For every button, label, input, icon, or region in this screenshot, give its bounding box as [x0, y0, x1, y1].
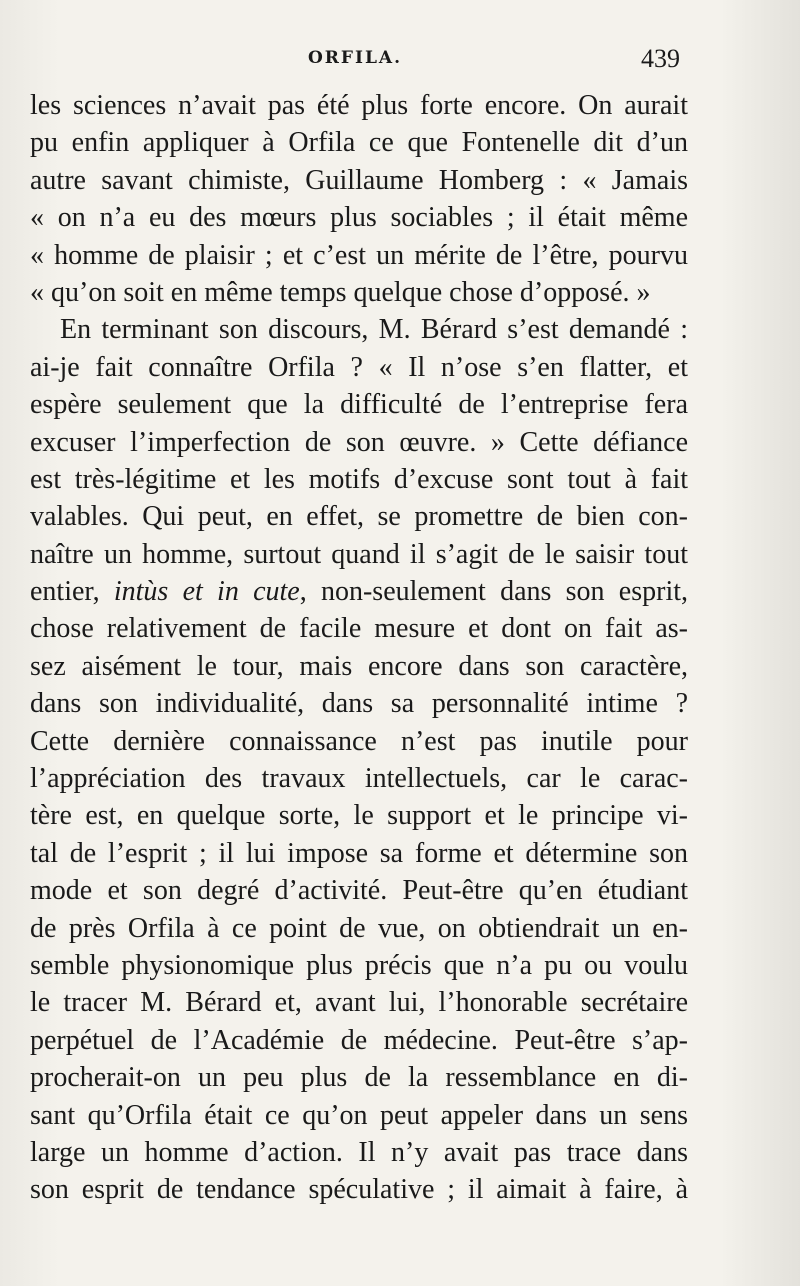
- text-line: « qu’on soit en même temps quelque chose d’opposé. »: [30, 276, 651, 308]
- text-line: mode et son degré d’activité. Peut-être qu’en étudiant: [30, 875, 688, 907]
- text-line: dans son individualité, dans sa personnalité intime ?: [30, 688, 688, 720]
- text-line: naître un homme, surtout quand il s’agit de le saisir tout: [30, 538, 688, 570]
- text-line: autre savant chimiste, Guillaume Homberg : « Jamais: [30, 164, 688, 196]
- text-line: « homme de plaisir ; et c’est un mérite de l’être, pourvu: [30, 239, 688, 271]
- text-line: pu enfin appliquer à Orfila ce que Fontenelle dit d’un: [30, 127, 688, 159]
- text-run: entier,: [30, 576, 114, 608]
- text-line: l’appréciation des travaux intellectuels, car le carac-: [30, 763, 688, 795]
- text-line: tère est, en quelque sorte, le support et le principe vi-: [30, 800, 688, 832]
- text-line: En terminant son discours, M. Bérard s’est demandé :: [60, 314, 688, 346]
- text-line: le tracer M. Bérard et, avant lui, l’honorable secrétaire: [30, 987, 688, 1019]
- text-run: , non-seulement dans son esprit,: [299, 576, 688, 608]
- text-line: procherait-on un peu plus de la ressemblance en di-: [30, 1062, 688, 1094]
- text-line-with-italic: [30, 573, 688, 610]
- text-line: est très-légitime et les motifs d’excuse sont tout à fait: [30, 463, 688, 495]
- text-line: excuser l’imperfection de son œuvre. » Cette défiance: [30, 426, 688, 458]
- running-head: [30, 44, 680, 78]
- text-line: chose relativement de facile mesure et dont on fait as-: [30, 613, 688, 645]
- body-text: [30, 87, 688, 1209]
- text-line: valables. Qui peut, en effet, se promettre de bien con-: [30, 501, 688, 533]
- text-line: espère seulement que la difficulté de l’entreprise fera: [30, 389, 688, 421]
- text-line: ai-je fait connaître Orfila ? « Il n’ose s’en flatter, et: [30, 351, 688, 383]
- text-line: perpétuel de l’Académie de médecine. Peut-être s’ap-: [30, 1024, 688, 1056]
- latin-phrase: intùs et in cute: [113, 576, 300, 608]
- text-line: large un homme d’action. Il n’y avait pas trace dans: [30, 1136, 688, 1168]
- text-line: Cette dernière connaissance n’est pas inutile pour: [30, 725, 688, 757]
- page-number: 439: [641, 44, 680, 73]
- text-line: sant qu’Orfila était ce qu’on peut appeler dans un sens: [30, 1099, 688, 1131]
- text-line: les sciences n’avait pas été plus forte encore. On aurait: [30, 90, 688, 121]
- text-line: tal de l’esprit ; il lui impose sa forme et détermine son: [30, 837, 688, 869]
- text-line: « on n’a eu des mœurs plus sociables ; il était même: [30, 202, 688, 234]
- text-line: son esprit de tendance spéculative ; il aimait à faire, à: [30, 1174, 688, 1206]
- text-line: de près Orfila à ce point de vue, on obtiendrait un en-: [30, 912, 688, 944]
- text-line: sez aisément le tour, mais encore dans son caractère,: [30, 650, 688, 682]
- running-title: ORFILA.: [307, 48, 403, 68]
- text-line: semble physionomique plus précis que n’a pu ou voulu: [30, 949, 688, 981]
